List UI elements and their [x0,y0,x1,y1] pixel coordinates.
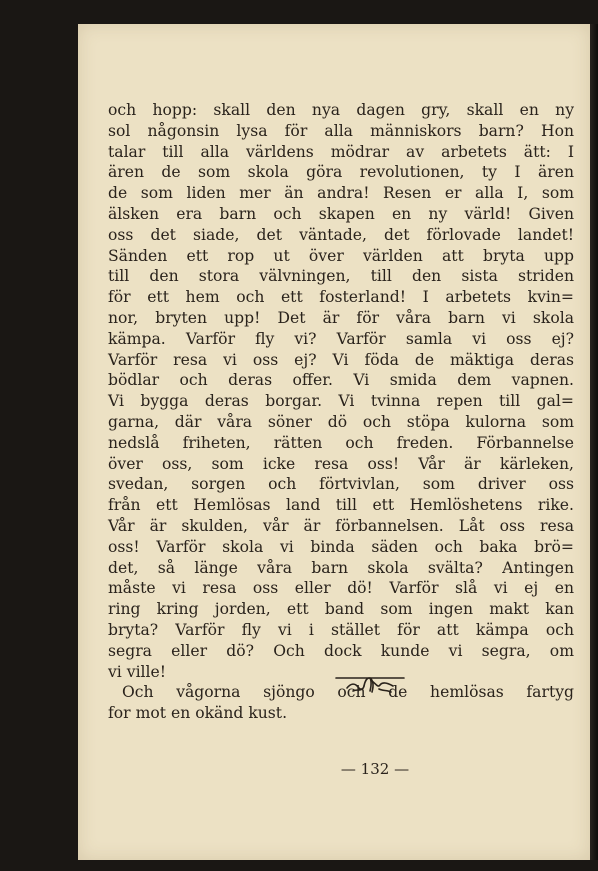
text-line: ring kring jorden, ett band som ingen makt kan [108,600,574,619]
page-edge-shadow [590,24,598,860]
text-line: Sänden ett rop ut över världen att bryta upp [108,246,574,265]
text-line: oss det siade, det väntade, det förlovade landet! [108,225,574,244]
text-line: och hopp: skall den nya dagen gry, skall en ny [108,101,574,119]
text-line: garna, där våra söner dö och stöpa kulorna som [108,412,574,431]
text-line: Vi bygga deras borgar. Vi tvinna repen till gal= [108,392,574,411]
text-line: ären de som skola göra revolutionen, ty I ären [108,163,574,182]
text-line: segra eller dö? Och dock kunde vi segra, om [108,641,574,660]
text-line: oss! Varför skola vi binda säden och baka brö= [108,537,574,556]
text-line: talar till alla världens mödrar av arbetets ätt: I [108,142,574,161]
text-line-paragraph-end: vi ville! [108,662,167,681]
text-line: Vår är skulden, vår är förbannelsen. Låt oss resa [108,516,574,535]
text-line: till den stora välvningen, till den sista striden [108,267,574,286]
text-line: sol någonsin lysa för alla människors barn? Hon [108,121,574,140]
text-line: svedan, sorgen och förtvivlan, som driver oss [108,475,574,494]
text-line-paragraph-start: Och vågorna sjöngo och de hemlösas fartyg [122,683,574,702]
text-line: måste vi resa oss eller dö! Varför slå vi ej en [108,579,574,598]
text-line: kämpa. Varför fly vi? Varför samla vi oss ej? [108,329,574,348]
text-line: Varför resa vi oss ej? Vi föda de mäktiga deras [108,350,574,369]
page-number: — 132 — [340,760,410,778]
fleuron-ornament-icon [333,672,407,700]
text-line: nor, bryten upp! Det är för våra barn vi skola [108,308,574,327]
text-line: över oss, som icke resa oss! Vår är kärleken, [108,454,574,473]
text-line: nedslå friheten, rätten och freden. Förbannelse [108,433,574,452]
text-line: älsken era barn och skapen en ny värld! Given [108,204,574,223]
text-line-paragraph-end: for mot en okänd kust. [108,704,288,723]
text-line: bödlar och deras offer. Vi smida dem vapnen. [108,371,574,390]
text-line: det, så länge våra barn skola svälta? Antingen [108,558,574,577]
text-line: för ett hem och ett fosterland! I arbetets kvin= [108,288,574,307]
text-line: de som liden mer än andra! Resen er alla I, som [108,184,574,203]
text-line: från ett Hemlösas land till ett Hemlöshetens rike. [108,496,574,515]
text-line: bryta? Varför fly vi i stället för att kämpa och [108,620,574,639]
body-text [108,100,574,724]
